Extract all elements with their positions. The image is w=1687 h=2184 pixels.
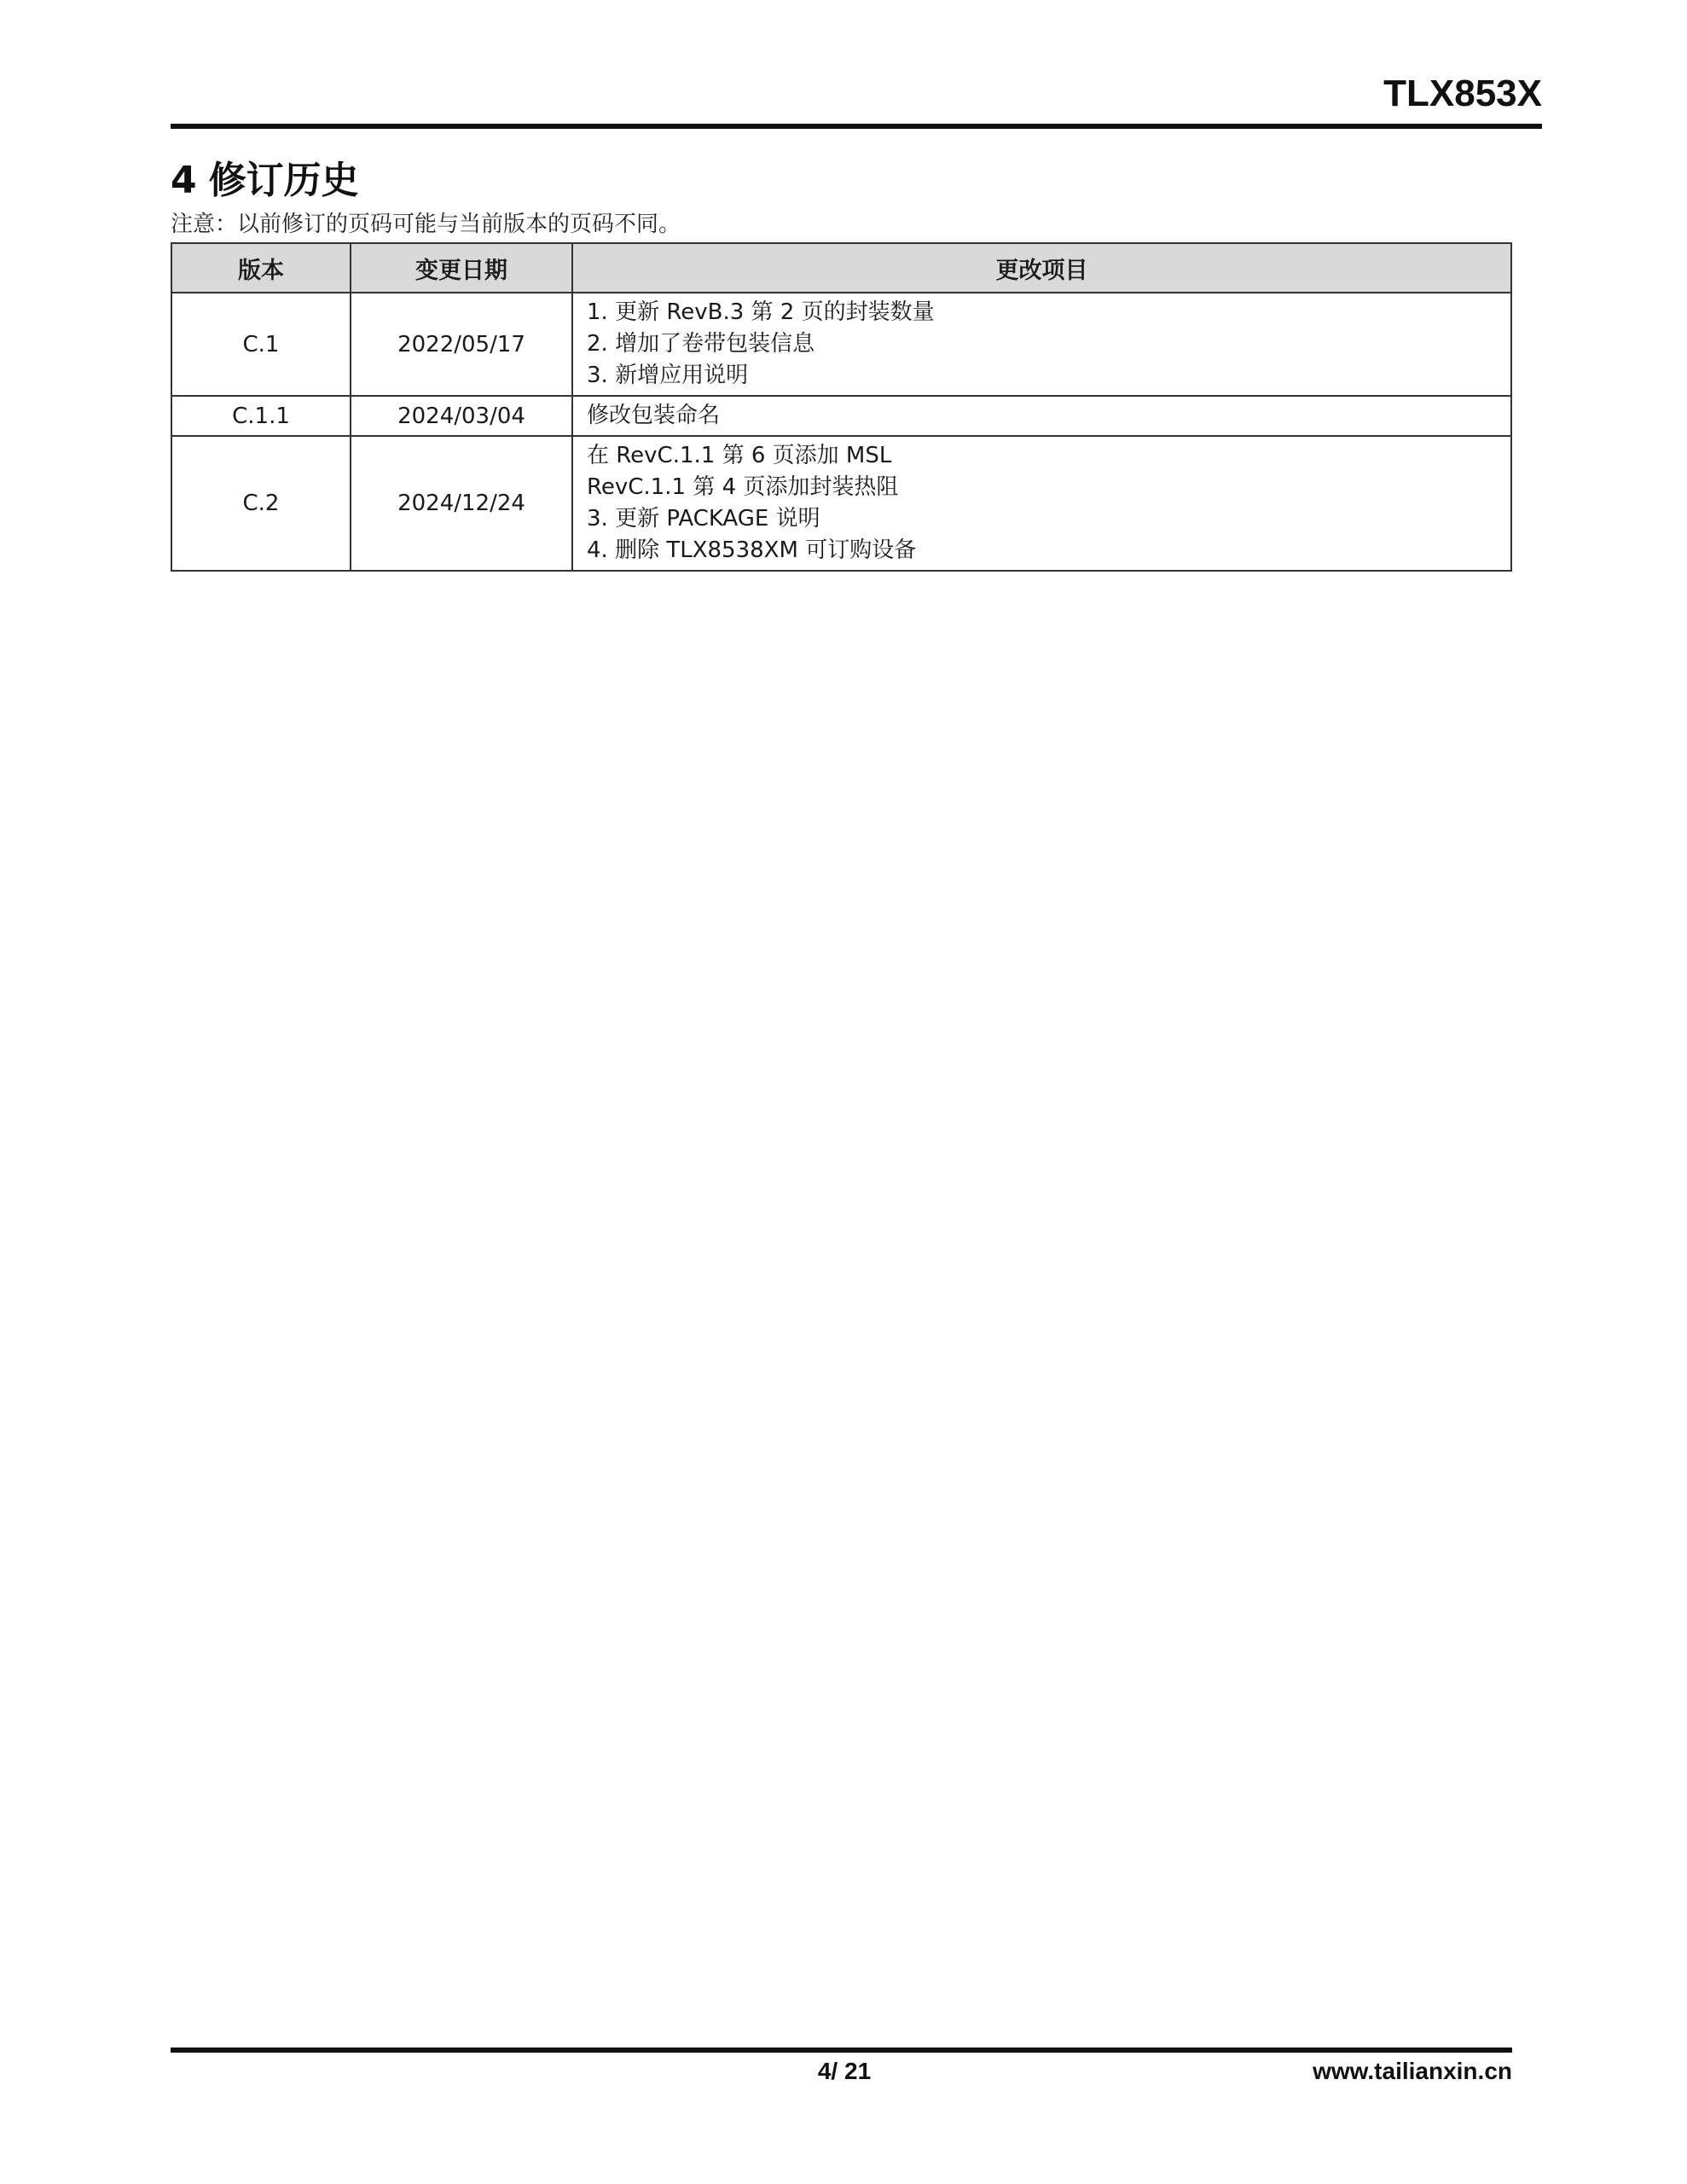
cell-version: C.1 bbox=[171, 293, 351, 396]
revision-note: 注意：以前修订的页码可能与当前版本的页码不同。 bbox=[171, 212, 681, 237]
cell-version: C.1.1 bbox=[171, 396, 351, 436]
table-header-row bbox=[171, 243, 1511, 293]
section-number: 4 bbox=[171, 159, 197, 202]
cell-changes bbox=[572, 293, 1511, 396]
change-item: 在 RevC.1.1 第 6 页添加 MSL bbox=[587, 443, 892, 468]
column-header-date: 变更日期 bbox=[351, 243, 572, 293]
section-title: 修订历史 bbox=[208, 159, 359, 202]
product-title: TLX853X bbox=[1383, 73, 1542, 114]
cell-date: 2024/03/04 bbox=[351, 396, 572, 436]
change-item: RevC.1.1 第 4 页添加封装热阻 bbox=[587, 474, 899, 500]
change-item: 3. 更新 PACKAGE 说明 bbox=[587, 506, 820, 531]
cell-version: C.2 bbox=[171, 436, 351, 571]
column-header-changes: 更改项目 bbox=[572, 243, 1511, 293]
header-rule bbox=[171, 124, 1542, 129]
change-item: 4. 删除 TLX8538XM 可订购设备 bbox=[587, 537, 917, 563]
table-row bbox=[171, 396, 1511, 436]
cell-date: 2024/12/24 bbox=[351, 436, 572, 571]
website-url: www.tailianxin.cn bbox=[1313, 2058, 1512, 2084]
change-item: 2. 增加了卷带包装信息 bbox=[587, 331, 815, 357]
change-item: 1. 更新 RevB.3 第 2 页的封装数量 bbox=[587, 299, 935, 325]
table-row bbox=[171, 436, 1511, 571]
page-number: 4/ 21 bbox=[817, 2058, 872, 2084]
change-item: 修改包装命名 bbox=[587, 403, 721, 428]
column-header-version: 版本 bbox=[171, 243, 351, 293]
cell-changes bbox=[572, 436, 1511, 571]
revision-history-table bbox=[171, 242, 1512, 572]
change-item: 3. 新增应用说明 bbox=[587, 363, 749, 388]
footer-rule bbox=[171, 2048, 1512, 2053]
cell-changes bbox=[572, 396, 1511, 436]
table-row bbox=[171, 293, 1511, 396]
cell-date: 2022/05/17 bbox=[351, 293, 572, 396]
section-heading bbox=[171, 160, 359, 201]
